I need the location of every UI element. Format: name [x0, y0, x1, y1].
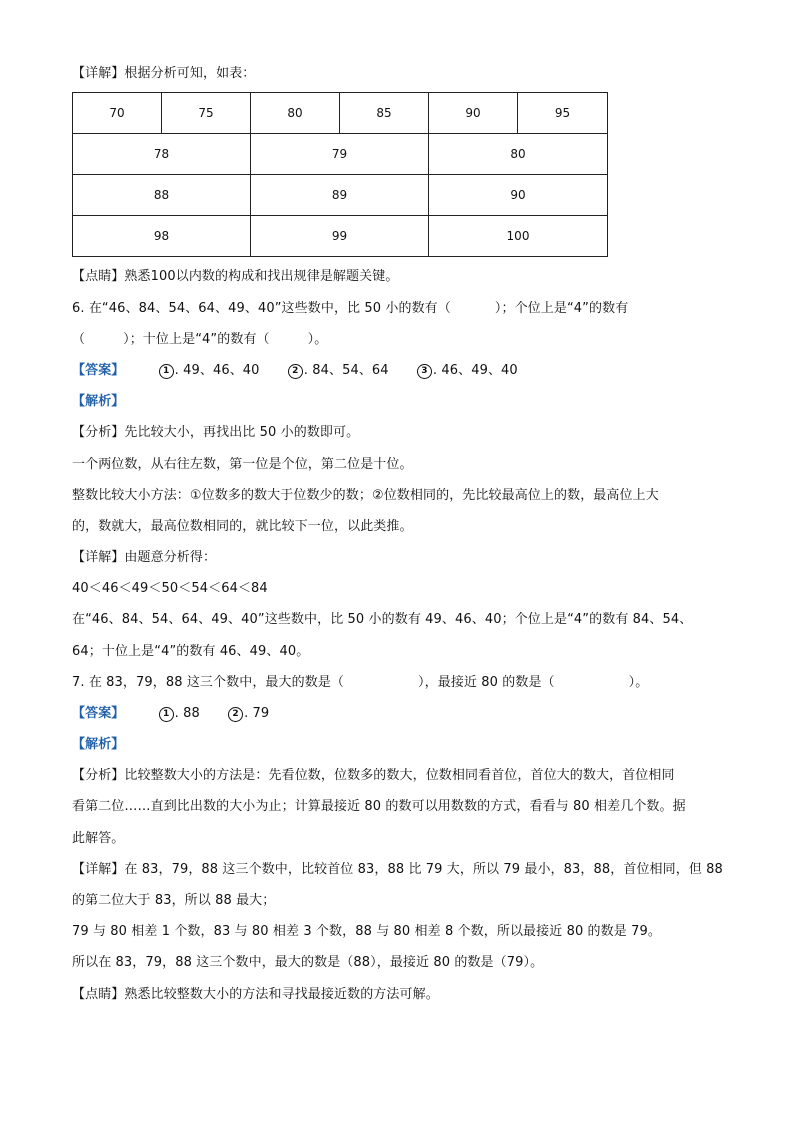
- comment-line: [72, 985, 439, 1005]
- comment-tag: 【点睛】: [72, 987, 125, 1002]
- answer-value: . 84、54、64: [303, 363, 389, 378]
- question-text: ）。: [628, 675, 649, 690]
- detail-line: [72, 64, 255, 84]
- detail-tag: 【详解】: [72, 66, 125, 81]
- circled-number: 1: [159, 364, 174, 379]
- paragraph: 整数比较大小方法：①位数多的数大于位数少的数；②位数相同的，先比较最高位上的数，最高位上大: [72, 488, 659, 503]
- table-cell: 89: [251, 175, 429, 216]
- comment-tag: 【点睛】: [72, 269, 125, 284]
- table-cell: 90: [429, 93, 518, 134]
- table-cell: 90: [429, 175, 608, 216]
- paragraph: 的，数就大，最高位数相同的，就比较下一位，以此类推。: [72, 519, 413, 534]
- table-cell: 99: [251, 216, 429, 257]
- paragraph: 一个两位数，从右往左数，第一位是个位，第二位是十位。: [72, 457, 413, 472]
- answer-line: [72, 704, 269, 724]
- table-cell: 98: [73, 216, 251, 257]
- analysis-subtag: 【分析】: [72, 425, 125, 440]
- paragraph: 40＜46＜49＜50＜54＜64＜84: [72, 581, 268, 596]
- table-cell: 78: [73, 134, 251, 175]
- detail-text: 由题意分析得：: [124, 550, 217, 565]
- comment-text: 熟悉比较整数大小的方法和寻找最接近数的方法可解。: [124, 987, 439, 1002]
- answer-value: . 79: [244, 706, 270, 721]
- paragraph: 79 与 80 相差 1 个数，83 与 80 相差 3 个数，88 与 80 相差 8 个数，所以最接近 80 的数是 79。: [72, 924, 661, 939]
- detail-text: 根据分析可知，如表：: [124, 66, 256, 81]
- table-cell: 79: [251, 134, 429, 175]
- paragraph: 在“46、84、54、64、49、40”这些数中，比 50 小的数有 49、46、40；个位上是“4”的数有 84、54、: [72, 612, 693, 627]
- detail-line: [72, 548, 216, 568]
- analysis-subtag: 【分析】: [72, 768, 125, 783]
- detail-tag: 【详解】: [72, 550, 125, 565]
- analysis-text: 先比较大小，再找出比 50 小的数即可。: [124, 425, 360, 440]
- question-text: ）；个位上是“4”的数有: [494, 301, 629, 316]
- question-text: 6. 在“46、84、54、64、49、40”这些数中，比 50 小的数有（: [72, 301, 451, 316]
- circled-number: 2: [228, 707, 243, 722]
- paragraph: 所以在 83，79，88 这三个数中，最大的数是（88），最接近 80 的数是（79）。: [72, 955, 544, 970]
- table-row: [73, 216, 608, 257]
- paragraph: 此解答。: [72, 831, 125, 846]
- answer-tag: 【答案】: [72, 706, 125, 721]
- question-7-line-1: [72, 673, 648, 693]
- table-row: [73, 175, 608, 216]
- question-text: 7. 在 83，79，88 这三个数中，最大的数是（: [72, 675, 345, 690]
- circled-number: 3: [417, 364, 432, 379]
- answer-tag: 【答案】: [72, 363, 125, 378]
- answer-value: . 46、49、40: [432, 363, 518, 378]
- table-row: [73, 93, 608, 134]
- table-row: [73, 134, 608, 175]
- answer-value: . 49、46、40: [174, 363, 260, 378]
- analysis-text: 比较整数大小的方法是：先看位数，位数多的数大，位数相同看首位，首位大的数大，首位相同: [124, 768, 675, 783]
- detail-text: 在 83，79，88 这三个数中，比较首位 83，88 比 79 大，所以 79 最小，83，88，首位相同，但 88: [124, 862, 723, 877]
- analysis-tag: 【解析】: [72, 394, 125, 409]
- detail-line: [72, 860, 723, 880]
- question-text: ）；十位上是“4”的数有（: [123, 332, 270, 347]
- table-cell: 95: [518, 93, 608, 134]
- question-text: （: [72, 332, 86, 347]
- circled-number: 2: [288, 364, 303, 379]
- table-cell: 80: [251, 93, 340, 134]
- paragraph: 看第二位……直到比出数的大小为止；计算最接近 80 的数可以用数数的方式，看看与 80 相差几个数。据: [72, 799, 686, 814]
- detail-tag: 【详解】: [72, 862, 125, 877]
- analysis-line: [72, 766, 675, 786]
- comment-line: [72, 267, 398, 287]
- paragraph: 64；十位上是“4”的数有 46、49、40。: [72, 644, 310, 659]
- table-cell: 80: [429, 134, 608, 175]
- answer-value: . 88: [174, 706, 200, 721]
- analysis-tag: 【解析】: [72, 737, 125, 752]
- question-text: ）。: [307, 332, 328, 347]
- table-cell: 100: [429, 216, 608, 257]
- number-table: [72, 92, 608, 257]
- question-6-line-2: [72, 330, 327, 350]
- question-text: ），最接近 80 的数是（: [418, 675, 555, 690]
- comment-text: 熟悉100以内数的构成和找出规律是解题关键。: [124, 269, 399, 284]
- table-cell: 88: [73, 175, 251, 216]
- answer-line: [72, 361, 518, 381]
- table-cell: 70: [73, 93, 162, 134]
- analysis-line: [72, 423, 359, 443]
- table-cell: 85: [340, 93, 429, 134]
- paragraph: 的第二位大于 83，所以 88 最大；: [72, 893, 276, 908]
- question-6-line-1: [72, 299, 628, 319]
- circled-number: 1: [159, 707, 174, 722]
- table-cell: 75: [162, 93, 251, 134]
